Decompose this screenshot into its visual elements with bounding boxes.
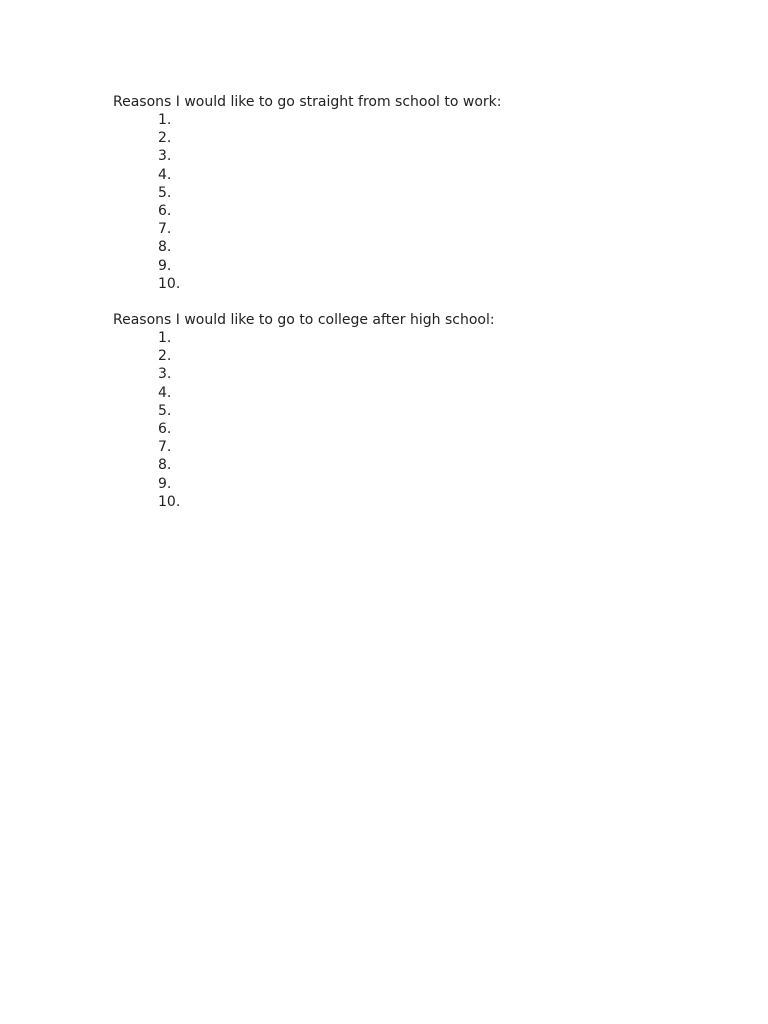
list-item: 3. <box>158 148 172 165</box>
work-reasons-list <box>113 111 673 293</box>
college-reasons-section <box>113 311 673 511</box>
list-item: 5. <box>158 184 172 201</box>
list-item: 8. <box>158 457 172 474</box>
list-item: 3. <box>158 366 172 383</box>
list-item: 9. <box>158 257 172 274</box>
list-item: 4. <box>158 166 172 183</box>
list-item: 10. <box>158 493 181 510</box>
college-reasons-list <box>113 329 673 511</box>
list-item: 2. <box>158 348 172 365</box>
list-item: 6. <box>158 420 172 437</box>
list-item: 4. <box>158 384 172 401</box>
work-reasons-section <box>113 93 673 293</box>
list-item: 6. <box>158 202 172 219</box>
list-item: 1. <box>158 112 172 128</box>
list-item: 8. <box>158 239 172 256</box>
list-item: 9. <box>158 475 172 492</box>
list-item: 7. <box>158 221 172 238</box>
list-item: 10. <box>158 275 181 292</box>
list-item: 2. <box>158 130 172 147</box>
work-reasons-heading: Reasons I would like to go straight from school to work: <box>113 94 502 110</box>
list-item: 1. <box>158 330 172 346</box>
list-item: 7. <box>158 439 172 456</box>
list-item: 5. <box>158 402 172 419</box>
college-reasons-heading: Reasons I would like to go to college after high school: <box>113 312 495 328</box>
